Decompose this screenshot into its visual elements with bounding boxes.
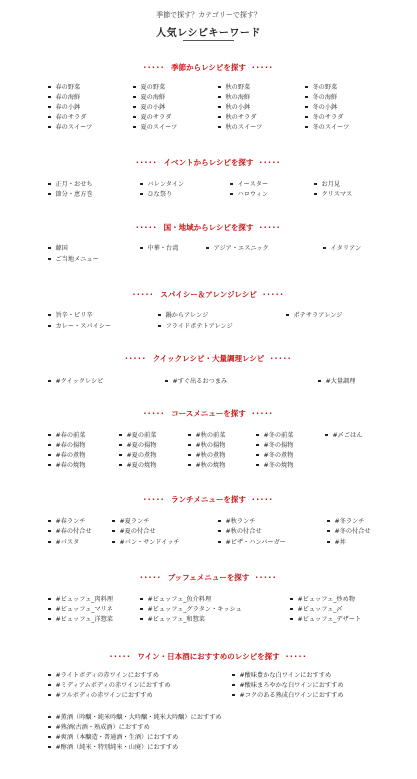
keyword-link[interactable]: #秋の前菜 — [188, 431, 225, 441]
keyword-link[interactable]: 夏のサラダ — [133, 113, 171, 123]
keyword-link[interactable]: #夏の煮物 — [119, 451, 156, 461]
keyword-link[interactable]: 韓国 — [48, 244, 68, 254]
section-title-region: ····· 国・地域からレシピを探す ····· — [135, 223, 282, 232]
keyword-link[interactable]: #夏ランチ — [112, 517, 149, 527]
keyword-link[interactable]: #春の煮物 — [48, 451, 85, 461]
keyword-link[interactable]: 中華・台湾 — [140, 244, 178, 254]
keyword-link[interactable]: 秋のサラダ — [218, 113, 256, 123]
keyword-link[interactable]: 旨辛・ピリ辛 — [48, 311, 93, 321]
page-subtitle: 季節で探す？カテゴリーで探す？ — [156, 11, 261, 19]
keyword-link[interactable]: #パン・サンドイッチ — [112, 538, 180, 548]
keyword-link[interactable]: #爽酒（本醸造・普通酒・生酒）におすすめ — [48, 733, 178, 743]
keyword-link[interactable]: #ビュッフェ_炒め物 — [290, 595, 355, 605]
keyword-link[interactable]: イタリアン — [323, 244, 361, 254]
keyword-link[interactable]: #ビュッフェ_魚介料理 — [140, 595, 211, 605]
title-underline — [183, 40, 234, 41]
keyword-link[interactable]: #冬の煮物 — [256, 451, 293, 461]
keyword-link[interactable]: #ライトボディの赤ワインにおすすめ — [48, 671, 159, 681]
keyword-link[interactable]: #秋の付合せ — [218, 527, 262, 537]
keyword-link[interactable]: 夏の海鮮 — [133, 93, 165, 103]
keyword-link[interactable]: #冬の付合せ — [327, 527, 371, 537]
keyword-link[interactable]: ご当地メニュー — [48, 255, 99, 265]
keyword-link[interactable]: #クイックレシピ — [48, 377, 103, 387]
keyword-link[interactable]: #ミディアムボディの赤ワインにおすすめ — [48, 681, 171, 691]
section-title-lunch: ····· ランチメニューを探す ····· — [143, 495, 274, 504]
keyword-link[interactable]: #ビュッフェ_デザート — [290, 615, 361, 625]
keyword-link[interactable]: 冬の野菜 — [305, 83, 337, 93]
keyword-link[interactable]: #ビュッフェ_洋惣菜 — [48, 615, 113, 625]
keyword-link[interactable]: 正月・おせち — [48, 180, 92, 190]
keyword-link[interactable]: 春のスイーツ — [48, 123, 92, 133]
keyword-link[interactable]: #酸味まろやかな白ワインにおすすめ — [232, 681, 344, 691]
keyword-link[interactable]: #春の焼物 — [48, 461, 85, 471]
keyword-link[interactable]: 春の小鉢 — [48, 103, 80, 113]
keyword-link[interactable]: #夏の付合せ — [112, 527, 156, 537]
keyword-link[interactable]: ポテサラアレンジ — [286, 311, 342, 321]
keyword-link[interactable]: 冬のスイーツ — [305, 123, 349, 133]
keyword-link[interactable]: 秋の野菜 — [218, 83, 250, 93]
keyword-link[interactable]: 春の海鮮 — [48, 93, 80, 103]
keyword-link[interactable]: #秋ランチ — [218, 517, 255, 527]
keyword-link[interactable]: #春の付合せ — [48, 527, 92, 537]
keyword-link[interactable]: 夏の野菜 — [133, 83, 165, 93]
keyword-link[interactable]: #フルボディの赤ワインにおすすめ — [48, 691, 153, 701]
section-title-wine-sake: ····· ワイン・日本酒におすすめのレシピを探す ····· — [109, 652, 308, 661]
keyword-link[interactable]: #ピザ・ハンバーガー — [218, 538, 286, 548]
keyword-link[interactable]: 鍋からアレンジ — [158, 311, 208, 321]
section-title-event: ····· イベントからレシピを探す ····· — [135, 158, 282, 167]
keyword-link[interactable]: 春のサラダ — [48, 113, 86, 123]
keyword-link[interactable]: #夏の焼物 — [119, 461, 156, 471]
keyword-link[interactable]: 冬のサラダ — [305, 113, 343, 123]
keyword-link[interactable]: 冬の小鉢 — [305, 103, 337, 113]
keyword-link[interactable]: フライドポテトアレンジ — [158, 322, 233, 332]
keyword-link[interactable]: 秋のスイーツ — [218, 123, 262, 133]
keyword-link[interactable]: アジア・エスニック — [206, 244, 269, 254]
keyword-link[interactable]: #夏の前菜 — [119, 431, 156, 441]
page-title: 人気レシピキーワード — [156, 28, 261, 39]
keyword-link[interactable]: ひな祭り — [140, 190, 172, 200]
keyword-link[interactable]: クリスマス — [314, 190, 352, 200]
keyword-link[interactable]: #秋の揚物 — [188, 441, 225, 451]
keyword-link[interactable]: #ビュッフェ_〆 — [290, 605, 343, 615]
keyword-link[interactable]: 節分・恵方巻 — [48, 190, 93, 200]
keyword-link[interactable]: #醇酒（純米・特別純米・山廃）におすすめ — [48, 743, 178, 753]
keyword-link[interactable]: #酸味豊かな白ワインにおすすめ — [232, 671, 331, 681]
keyword-link[interactable]: 秋の小鉢 — [218, 103, 250, 113]
keyword-link[interactable]: #ビュッフェ_マリネ — [48, 605, 113, 615]
keyword-link[interactable]: カレー・スパイシー — [48, 322, 111, 332]
keyword-link[interactable]: #夏の揚物 — [119, 441, 156, 451]
section-title-course: ····· コースメニューを探す ····· — [143, 409, 274, 418]
keyword-link[interactable]: #春の前菜 — [48, 431, 85, 441]
keyword-link[interactable]: 秋の海鮮 — [218, 93, 250, 103]
keyword-link[interactable]: #春の揚物 — [48, 441, 85, 451]
keyword-link[interactable]: #秋の煮物 — [188, 451, 225, 461]
keyword-link[interactable]: 冬の海鮮 — [305, 93, 337, 103]
keyword-link[interactable]: #秋の焼物 — [188, 461, 225, 471]
keyword-link[interactable]: #ビュッフェ_肉料理 — [48, 595, 113, 605]
keyword-link[interactable]: #ビュッフェ_グラタン・キッシュ — [140, 605, 242, 615]
keyword-link[interactable]: #大量調理 — [318, 377, 355, 387]
keyword-link[interactable]: #丼 — [327, 538, 346, 548]
keyword-link[interactable]: #〆ごはん — [325, 431, 362, 441]
keyword-link[interactable]: #冬の焼物 — [256, 461, 293, 471]
section-title-spicy: ····· スパイシー＆アレンジレシピ ····· — [132, 290, 285, 299]
keyword-link[interactable]: #パスタ — [48, 538, 79, 548]
keyword-link[interactable]: お月見 — [314, 180, 340, 190]
keyword-link[interactable]: バレンタイン — [140, 180, 184, 190]
section-title-buffet: ····· ブッフェメニューを探す ····· — [139, 573, 278, 582]
keyword-link[interactable]: #冬ランチ — [327, 517, 364, 527]
keyword-link[interactable]: #冬の前菜 — [256, 431, 293, 441]
keyword-link[interactable]: #春ランチ — [48, 517, 85, 527]
keyword-link[interactable]: ハロウィン — [230, 190, 268, 200]
keyword-link[interactable]: 春の野菜 — [48, 83, 80, 93]
section-title-quick: ····· クイックレシピ・大量調理レシピ ····· — [124, 354, 293, 363]
keyword-link[interactable]: イースター — [230, 180, 268, 190]
keyword-link[interactable]: #冬の揚物 — [256, 441, 293, 451]
keyword-link[interactable]: #すぐ出るおつまみ — [165, 377, 227, 387]
keyword-link[interactable]: #熟酒(古酒・熟成酒）におすすめ — [48, 723, 150, 733]
keyword-link[interactable]: #薫酒（吟醸・純米吟醸・大吟醸・純米大吟醸）におすすめ — [48, 713, 222, 723]
keyword-link[interactable]: 夏の小鉢 — [133, 103, 165, 113]
keyword-link[interactable]: #ビュッフェ_和惣菜 — [140, 615, 205, 625]
section-title-season: ····· 季節からレシピを探す ····· — [143, 63, 274, 72]
keyword-link[interactable]: #コクのある熟成白ワインにおすすめ — [232, 691, 344, 701]
keyword-link[interactable]: 夏のスイーツ — [133, 123, 177, 133]
